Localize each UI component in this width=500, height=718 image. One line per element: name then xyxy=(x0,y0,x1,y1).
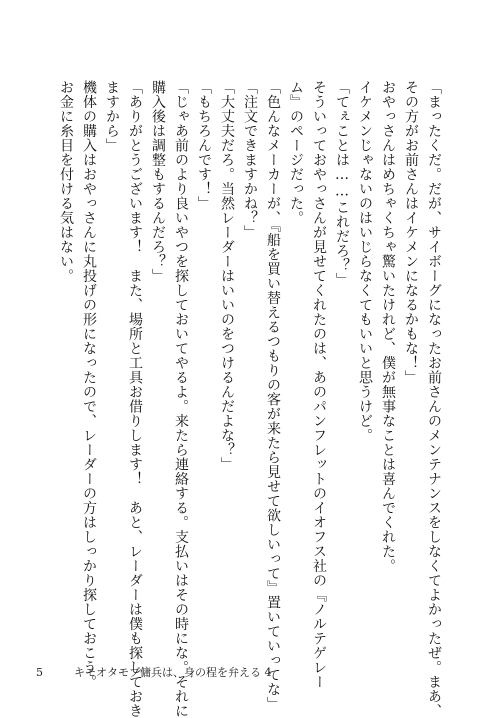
text-line: その方がお前さんはイケメンになるかもな！」 xyxy=(403,80,419,385)
text-line: 機体の購入はおやっさんに丸投げの形になったので、レーダーの方はしっかり探しておこう。 xyxy=(81,80,97,689)
page-footer xyxy=(36,664,272,680)
text-line: 「もちろんです！」 xyxy=(196,80,212,211)
text-line: おやっさんはめちゃくちゃ驚いたけれど、僕が無事なことは喜んでくれた。 xyxy=(380,80,396,573)
text-line: ム』のページだった。 xyxy=(288,80,304,225)
text-line: 「てぇことは……これだろ？」 xyxy=(334,80,350,287)
text-line: 「注文できますかね？」 xyxy=(242,80,258,240)
text-line: 「まったくだ。だが、サイボーグになったお前さんのメンテナンスをしなくてよかったぜ。まあ、 xyxy=(426,80,442,718)
text-line: イケメンじゃないのはいじらなくてもいいと思うけど。 xyxy=(357,80,373,443)
text-line: ますから」 xyxy=(104,80,120,153)
page-number: 5 xyxy=(36,666,43,679)
text-line: 「色んなメーカーが、『船を買い替えるつもりの客が来たら見せて欲しいって』置いていってな」 xyxy=(265,80,281,711)
text-line: そういっておやっさんが見せてくれたのは、あのパンフレットのイオフス社の『ノルテゲレー xyxy=(311,80,327,689)
text-line: お金に糸目を付ける気はない。 xyxy=(58,80,74,283)
running-title: キモオタモブ傭兵は、身の程を弁える 4 xyxy=(74,666,272,679)
text-line: 「大丈夫だろ。当然レーダーはいいのをつけるんだよな？」 xyxy=(219,80,235,472)
text-line: 「じゃあ前のより良いやつを探しておいてやるよ。来たら連絡する。支払いはその時にな。それに xyxy=(173,80,189,718)
text-line: 「ありがとうございます！ また、場所と工具お借りします！ あと、レーダーは僕も探しておき xyxy=(127,80,143,718)
text-line: 購入後は調整もするんだろ？」 xyxy=(150,80,166,283)
